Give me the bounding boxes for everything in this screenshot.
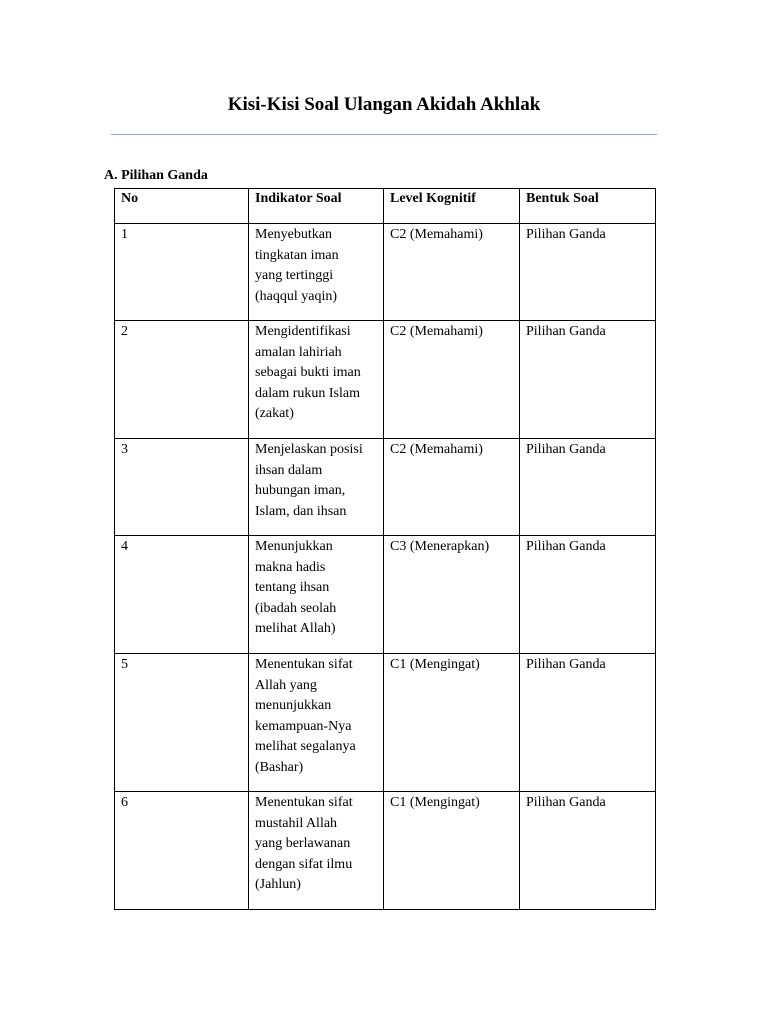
cell-indikator: Menentukan sifat Allah yang menunjukkan kemampuan-Nya melihat segalanya (Bashar) — [249, 654, 384, 792]
header-level-kognitif: Level Kognitif — [384, 189, 520, 224]
cell-no: 2 — [115, 321, 249, 439]
cell-indikator: Menjelaskan posisi ihsan dalam hubungan iman, Islam, dan ihsan — [249, 439, 384, 536]
section-heading: A. Pilihan Ganda — [104, 168, 208, 183]
cell-level: C2 (Memahami) — [384, 439, 520, 536]
cell-bentuk: Pilihan Ganda — [520, 321, 656, 439]
table-row — [115, 439, 656, 536]
cell-level: C3 (Menerapkan) — [384, 536, 520, 654]
header-bentuk-soal: Bentuk Soal — [520, 189, 656, 224]
cell-indikator: Mengidentifikasi amalan lahiriah sebagai bukti iman dalam rukun Islam (zakat) — [249, 321, 384, 439]
header-indikator-soal: Indikator Soal — [249, 189, 384, 224]
page-title: Kisi-Kisi Soal Ulangan Akidah Akhlak — [227, 94, 541, 115]
cell-indikator: Menentukan sifat mustahil Allah yang berlawanan dengan sifat ilmu (Jahlun) — [249, 792, 384, 910]
cell-level: C1 (Mengingat) — [384, 792, 520, 910]
title-divider — [111, 134, 657, 135]
cell-bentuk: Pilihan Ganda — [520, 654, 656, 792]
cell-indikator: Menunjukkan makna hadis tentang ihsan (ibadah seolah melihat Allah) — [249, 536, 384, 654]
table-row — [115, 654, 656, 792]
cell-level: C1 (Mengingat) — [384, 654, 520, 792]
table-header-row — [115, 189, 656, 224]
table-row — [115, 792, 656, 910]
header-no: No — [115, 189, 249, 224]
table-row — [115, 224, 656, 321]
table-row — [115, 536, 656, 654]
kisi-kisi-table — [114, 188, 656, 910]
cell-no: 4 — [115, 536, 249, 654]
table-row — [115, 321, 656, 439]
cell-no: 3 — [115, 439, 249, 536]
cell-bentuk: Pilihan Ganda — [520, 439, 656, 536]
cell-indikator: Menyebutkan tingkatan iman yang tertinggi (haqqul yaqin) — [249, 224, 384, 321]
cell-level: C2 (Memahami) — [384, 321, 520, 439]
cell-level: C2 (Memahami) — [384, 224, 520, 321]
cell-bentuk: Pilihan Ganda — [520, 792, 656, 910]
cell-no: 5 — [115, 654, 249, 792]
cell-bentuk: Pilihan Ganda — [520, 536, 656, 654]
cell-no: 1 — [115, 224, 249, 321]
cell-bentuk: Pilihan Ganda — [520, 224, 656, 321]
cell-no: 6 — [115, 792, 249, 910]
